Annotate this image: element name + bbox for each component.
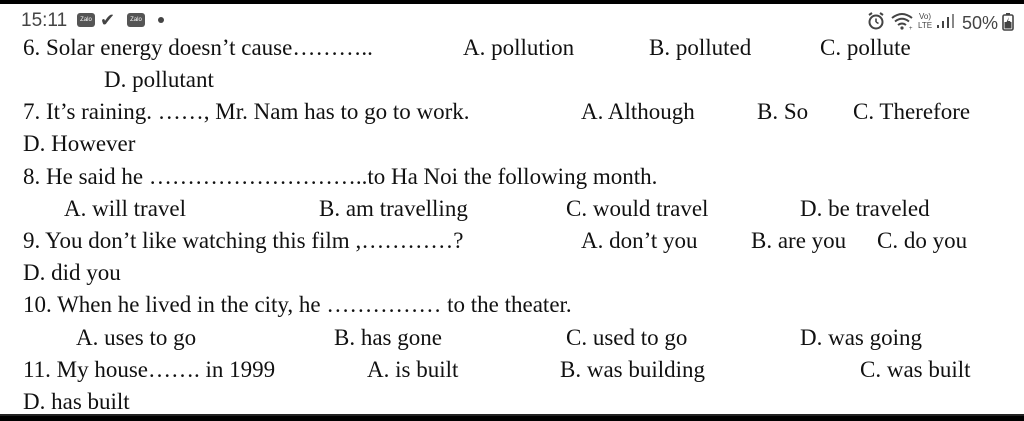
question-10-option-c: C. used to go xyxy=(566,325,688,350)
question-7-option-a: A. Although xyxy=(581,99,695,124)
question-11-option-c: C. was built xyxy=(860,357,971,382)
question-7-option-d: D. However xyxy=(23,131,136,156)
question-7-option-b: B. So xyxy=(757,99,809,124)
status-time: 15:11 xyxy=(21,10,68,31)
svg-text:+: + xyxy=(909,26,913,31)
question-6-option-a: A. pollution xyxy=(463,35,575,60)
question-10-option-b: B. has gone xyxy=(334,325,442,350)
zalo-app-icon: Zalo xyxy=(77,13,95,27)
question-9-stem: 9. You don’t like watching this film ,…………? xyxy=(23,228,464,253)
question-10-option-d: D. was going xyxy=(800,325,923,350)
question-10-stem: 10. When he lived in the city, he …………… to the theater. xyxy=(23,292,572,317)
question-8-option-c: C. would travel xyxy=(566,196,709,221)
question-6-option-d: D. pollutant xyxy=(104,67,214,92)
question-8-option-b: B. am travelling xyxy=(319,196,468,221)
question-7-stem: 7. It’s raining. ……, Mr. Nam has to go to work. xyxy=(23,99,470,124)
phone-screen xyxy=(0,4,1024,416)
question-9-option-b: B. are you xyxy=(751,228,847,253)
question-9-option-a: A. don’t you xyxy=(581,228,698,253)
battery-percent: 50% xyxy=(962,13,999,33)
question-11-option-d: D. has built xyxy=(23,389,130,414)
bottom-divider xyxy=(0,414,1024,416)
quiz-document xyxy=(0,4,1024,416)
question-10-option-a: A. uses to go xyxy=(76,325,197,350)
question-8-stem: 8. He said he ………………………..to Ha Noi the following month. xyxy=(23,164,658,189)
question-11-option-a: A. is built xyxy=(367,357,459,382)
question-11-option-b: B. was building xyxy=(560,357,706,382)
question-8-option-a: A. will travel xyxy=(64,196,186,221)
lte-label: LTE xyxy=(918,21,933,30)
question-6-option-b: B. polluted xyxy=(649,35,752,60)
question-8-option-d: D. be traveled xyxy=(800,196,930,221)
question-6-stem: 6. Solar energy doesn’t cause……….. xyxy=(23,35,373,60)
question-9-option-c: C. do you xyxy=(877,228,968,253)
download-check-icon: ✔ xyxy=(100,10,116,30)
question-11-stem: 11. My house……. in 1999 xyxy=(23,357,276,382)
volte-label: Vo) xyxy=(919,12,932,21)
question-6-option-c: C. pollute xyxy=(820,35,911,60)
question-9-option-d: D. did you xyxy=(23,260,121,285)
question-7-option-c: C. Therefore xyxy=(853,99,971,124)
zalo-app-icon-2: Zalo xyxy=(127,13,145,27)
